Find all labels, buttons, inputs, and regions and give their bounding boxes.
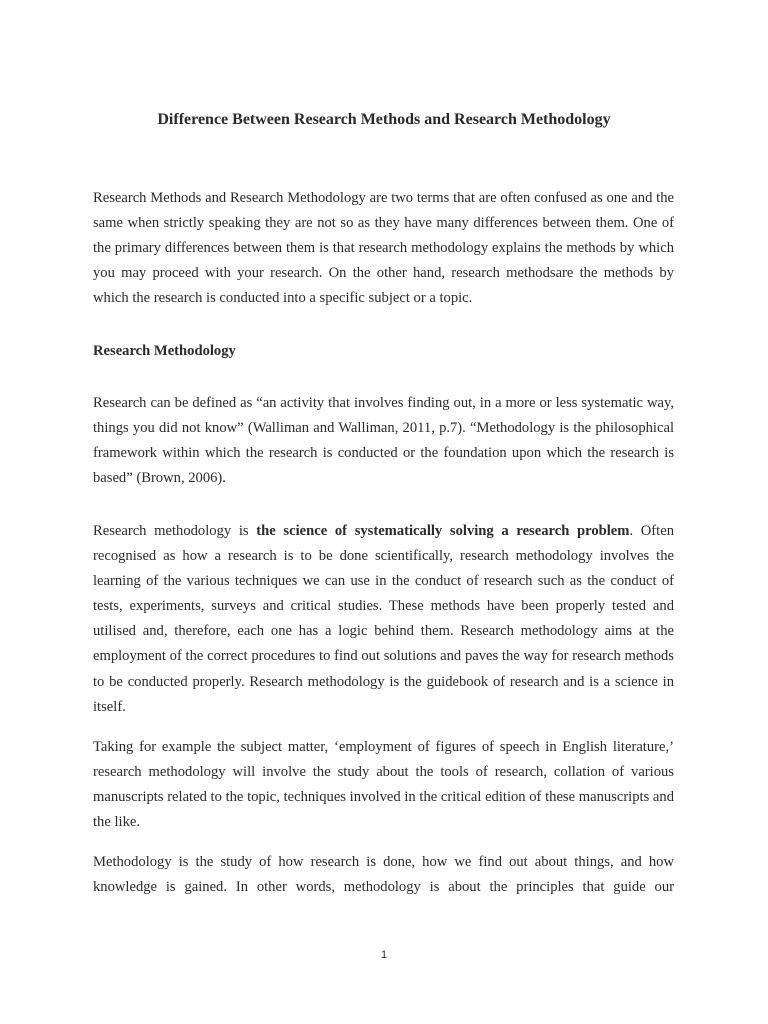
closing-paragraph: Methodology is the study of how research is done, how we find out about things, and how knowledge is gained. In other words, methodology is about the principles that guide our — [93, 854, 674, 896]
science-paragraph-emphasis: the science of systematically solving a research problem — [256, 523, 630, 539]
science-paragraph — [93, 519, 674, 720]
example-paragraph: Taking for example the subject matter, ‘employment of figures of speech in English literature,’ research methodology will involve the study about the tools of research, collation of various manuscripts related to the topic, techniques involved in the critical edition of these manuscripts and the like. — [93, 739, 674, 831]
document-title: Difference Between Research Methods and Research Methodology — [157, 111, 611, 128]
definition-paragraph: Research can be defined as “an activity that involves finding out, in a more or less systematic way, things you did not know” (Walliman and Walliman, 2011, p.7). “Methodology is the philosophical framework within which the research is conducted or the foundation upon which the research is based” (Brown, 2006). — [93, 395, 674, 487]
section-heading: Research Methodology — [93, 343, 236, 359]
science-paragraph-rest: . Often recognised as how a research is to be done scientifically, research methodology involves the learning of the various techniques we can use in the conduct of research such as the conduct of tests, experiments, surveys and critical studies. These methods have been properly tested and utilised and, therefore, each one has a logic behind them. Research methodology aims at the employment of the correct procedures to find out solutions and paves the way for research methods to be conducted properly. Research methodology is the guidebook of research and is a science in itself. — [93, 523, 674, 715]
science-paragraph-lead: Research methodology is — [93, 523, 257, 539]
intro-paragraph: Research Methods and Research Methodology are two terms that are often confused as one and the same when strictly speaking they are not so as they have many differences between them. One of the primary differences between them is that research methodology explains the methods by which you may proceed with your research. On the other hand, research methodsare the methods by which the research is conducted into a specific subject or a topic. — [93, 190, 674, 307]
page-number: 1 — [380, 949, 388, 961]
